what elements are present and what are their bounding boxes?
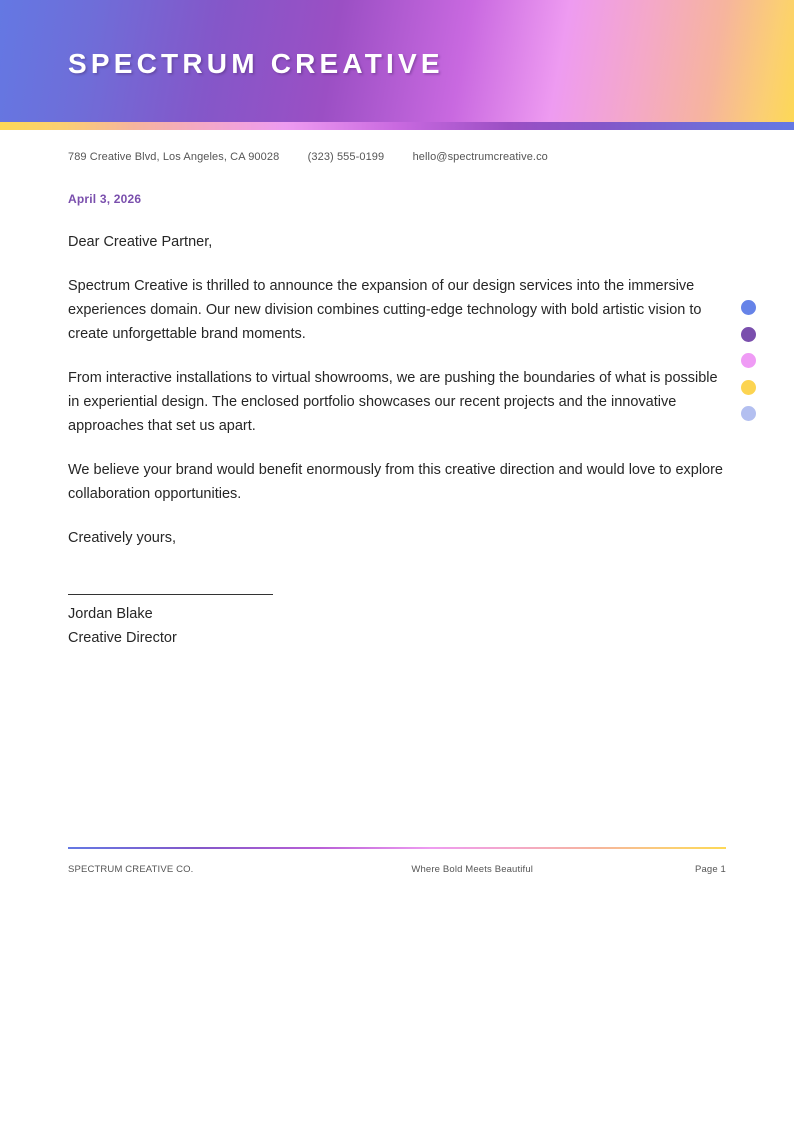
page-title: SPECTRUM CREATIVE (68, 48, 444, 79)
signer-name: Jordan Blake (68, 606, 153, 622)
footer-row (68, 864, 726, 875)
contact-line (68, 151, 548, 163)
dot-blue-icon (741, 300, 756, 315)
contact-phone: (323) 555-0199 (307, 151, 385, 163)
footer-page-number: Page 1 (694, 864, 726, 875)
page-footer (68, 847, 726, 875)
dot-purple-icon (741, 327, 756, 342)
footer-company: SPECTRUM CREATIVE CO. (68, 864, 194, 875)
signer-title: Creative Director (68, 630, 177, 646)
letter-paragraph-1: Spectrum Creative is thrilled to announce the expansion of our design services into the immersive experiences domain. Our new division combines cutting-edge technology with bold artistic vision to create unforgettable brand moments. (68, 278, 702, 342)
letter-salutation: Dear Creative Partner, (68, 234, 213, 250)
letter-closing: Creatively yours, (68, 530, 176, 546)
letter-paragraph-3: We believe your brand would benefit enormously from this creative direction and would love to explore collaboration opportunities. (68, 462, 723, 502)
dot-yellow-icon (741, 380, 756, 395)
letter-content (68, 230, 724, 550)
contact-email: hello@spectrumcreative.co (412, 151, 548, 163)
signature-line (68, 594, 273, 595)
footer-tagline: Where Bold Meets Beautiful (411, 864, 534, 875)
letter-date: April 3, 2026 (68, 192, 142, 206)
contact-address: 789 Creative Blvd, Los Angeles, CA 90028 (68, 151, 280, 163)
dot-magenta-icon (741, 353, 756, 368)
footer-gradient-rule (68, 847, 726, 849)
letter-paragraph-2: From interactive installations to virtual showrooms, we are pushing the boundaries of what is possible in experiential design. The enclosed portfolio showcases our recent projects and the innovative approaches that set us apart. (68, 370, 718, 434)
decorative-dot-column (741, 300, 757, 433)
header-accent-strip (0, 122, 794, 130)
signature-block (68, 594, 368, 650)
header-banner (0, 0, 794, 122)
dot-periwinkle-icon (741, 406, 756, 421)
